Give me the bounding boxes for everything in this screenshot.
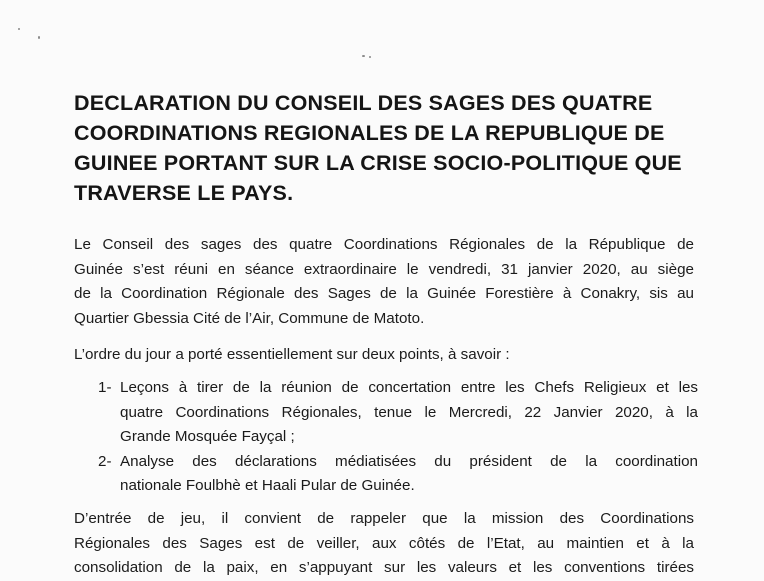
paragraph-line: Régionales des Sages est de veiller, aux côtés de l’Etat, au maintien et à la [74, 534, 694, 552]
scan-speck [362, 55, 365, 57]
list-item-line: nationale Foulbhè et Haali Pular de Guinée. [120, 477, 415, 494]
list-number: 2- [98, 452, 112, 470]
scan-speck [38, 36, 40, 39]
title-line: DECLARATION DU CONSEIL DES SAGES DES QUATRE [74, 91, 653, 115]
list-item [98, 376, 698, 450]
title-line: COORDINATIONS REGIONALES DE LA REPUBLIQUE DE [74, 121, 665, 145]
paragraph-line: consolidation de la paix, en s’appuyant sur les valeurs et les conventions tirées [74, 559, 694, 576]
paragraph-line: de la Coordination Régionale des Sages de la Guinée Forestière à Conakry, sis au [74, 285, 694, 302]
paragraph-line: L’ordre du jour a porté essentiellement sur deux points, à savoir : [74, 346, 510, 363]
list-item-line: Leçons à tirer de la réunion de concertation entre les Chefs Religieux et les [120, 379, 698, 396]
list-number: 1- [98, 379, 112, 396]
scan-speck [18, 28, 20, 30]
document-title [74, 88, 714, 208]
title-line: TRAVERSE LE PAYS. [74, 181, 294, 205]
paragraph-mission [74, 507, 694, 581]
paragraph-agenda [74, 343, 694, 368]
list-item-line: Analyse des déclarations médiatisées du président de la coordination [120, 452, 698, 470]
paragraph-line: Quartier Gbessia Cité de l’Air, Commune de Matoto. [74, 309, 425, 327]
paragraph-line: Guinée s’est réuni en séance extraordinaire le vendredi, 31 janvier 2020, au siège [74, 260, 694, 278]
list-item-line: quatre Coordinations Régionales, tenue le Mercredi, 22 Janvier 2020, à la [120, 403, 698, 421]
paragraph-line: D’entrée de jeu, il convient de rappeler que la mission des Coordinations [74, 510, 694, 527]
paragraph-intro [74, 233, 694, 331]
agenda-list [98, 376, 698, 499]
title-line: GUINEE PORTANT SUR LA CRISE SOCIO-POLITIQUE QUE [74, 151, 682, 175]
list-item-line: Grande Mosquée Fayçal ; [120, 428, 295, 445]
list-item [98, 450, 698, 499]
scan-speck [369, 56, 371, 58]
paragraph-line: Le Conseil des sages des quatre Coordinations Régionales de la République de [74, 236, 694, 253]
